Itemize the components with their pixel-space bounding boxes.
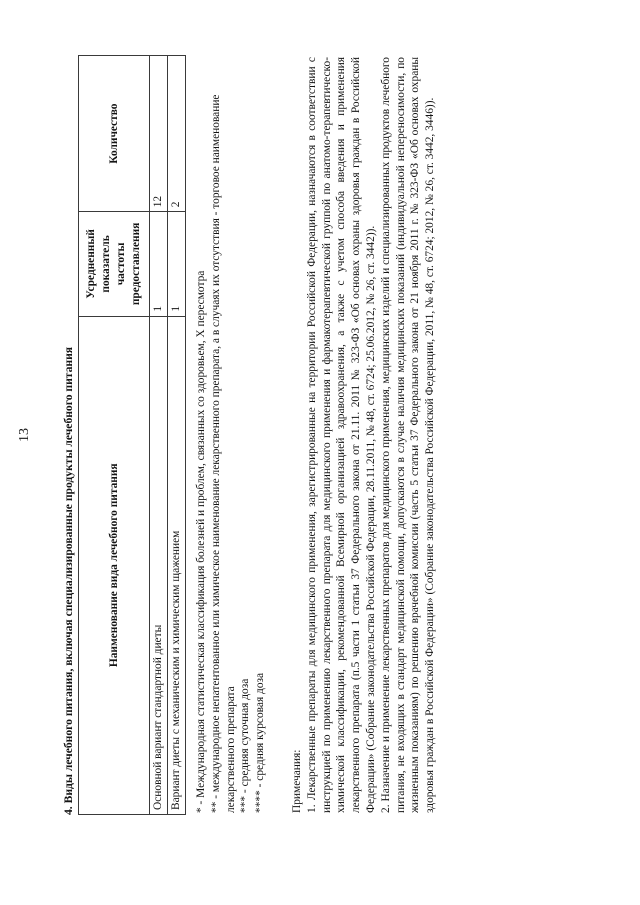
section-title: 4. Виды лечебного питания, включая специализированные продукты лечебного питания [62,346,75,815]
table-row [167,56,185,815]
note-item: 1. Лекарственные препараты для медицинского применения, зарегистрированные на территории Российской Федерации, назначаются в соответствии с инструкцией по применению лекарственного препарата для медицинского применения и фармакотерапевтической группой по анатомо-терапевтическо-химической классификации, рекомендованной Всемирной организацией здравоохранения, а также с учетом способа введения и применения лекарственного препарата (п.5 части 1 статьи 37 Федерального закона от 21.11. 2011 № 323-ФЗ «Об основах охраны здоровья граждан в Российской Федерации» (Собрание законодательства Российской Федерации, 28.11.2011, № 48, ст. 6724; 25.06.2012, № 26, ст. 3442)). [305,57,377,813]
header-frequency: Усредненный показатель частоты предоставления [79,212,150,316]
notes-heading: Примечания: [291,749,303,813]
footnote: ** - международное непатентованное или химическое наименование лекарственного препарата, а в случаях их отсутствия - торговое наименование лекарственного препарата [209,94,237,813]
header-name: Наименование вида лечебного питания [79,316,150,814]
footnote: * - Международная статистическая классификация болезней и проблем, связанных со здоровьем, X пересмотра [195,270,207,813]
diet-table [78,55,186,815]
footnotes [194,57,268,813]
table-row [150,56,168,815]
row-frequency: 1 [167,212,185,316]
footnote: **** - средняя курсовая доза [254,672,267,813]
header-quantity: Количество [79,56,150,212]
document-page [17,55,532,815]
row-quantity: 2 [167,56,185,212]
footnote: *** - средняя суточная доза [239,678,252,813]
notes [290,57,438,813]
row-name: Основной вариант стандартной диеты [150,316,168,814]
row-quantity: 12 [150,56,168,212]
page-number: 13 [17,428,32,442]
table-header-row [79,56,150,815]
row-frequency: 1 [150,212,168,316]
note-item: 2. Назначение и применение лекарственных препаратов для медицинского применения, медицинских изделий и специализированных продуктов лечебного питания, не входящих в стандарт медицинской помощи, допускаются в случае наличия медицинских показаний (индивидуальной непереносимости, по жизненным показаниям) по решению врачебной комиссии (часть 5 статьи 37 Федерального закона от 21 ноября 2011 г. № 323-ФЗ «Об основах охраны здоровья граждан в Российской Федерации» (Собрание законодательства Российской Федерации, 2011, № 48, ст. 6724; 2012, № 26, ст. 3442, 3446)). [379,57,437,813]
row-name: Вариант диеты с механическим и химическим щажением [167,316,185,814]
